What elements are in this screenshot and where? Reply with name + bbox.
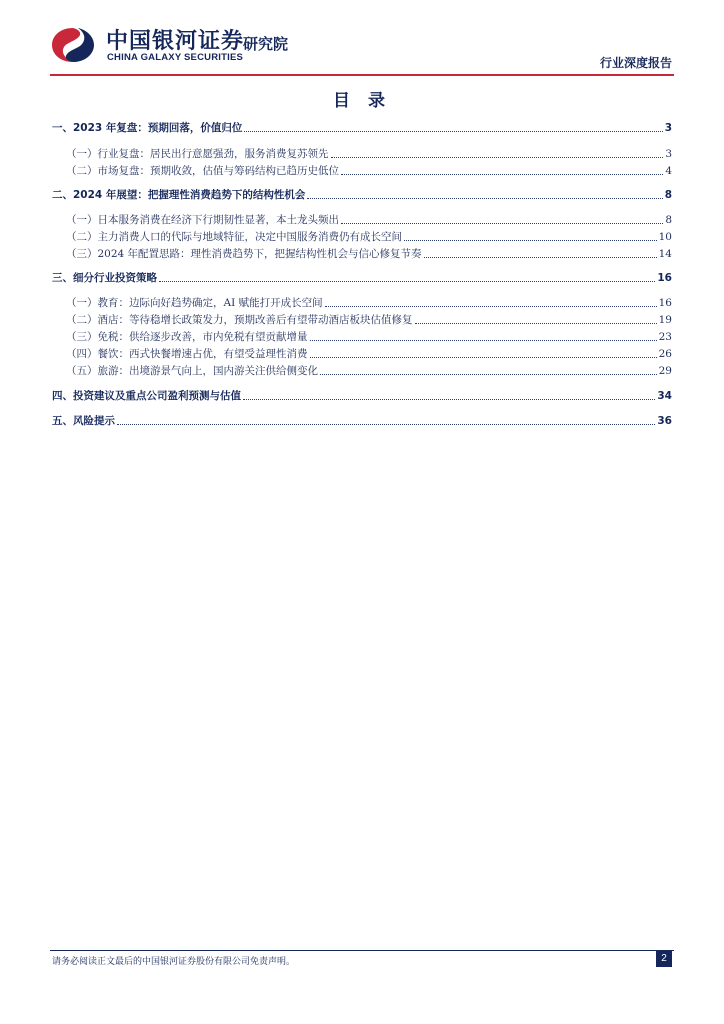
toc-entry-page: 29 xyxy=(658,365,672,377)
toc-entry[interactable] xyxy=(52,120,672,136)
toc-dot-leader xyxy=(310,357,657,358)
toc-entry[interactable] xyxy=(52,346,672,362)
toc-entry-page: 3 xyxy=(664,122,672,134)
toc-entry[interactable] xyxy=(52,212,672,228)
toc-entry-title: 三、细分行业投资策略 xyxy=(52,272,157,284)
toc-entry-title: （三）免税：供给逐步改善，市内免税有望贡献增量 xyxy=(66,331,308,343)
footer-divider xyxy=(50,950,674,951)
toc-entry-title: （四）餐饮：西式快餐增速占优，有望受益理性消费 xyxy=(66,348,308,360)
toc-entry[interactable] xyxy=(52,229,672,245)
toc-entry-title: 一、2023 年复盘：预期回落，价值归位 xyxy=(52,122,243,134)
toc-dot-leader xyxy=(244,131,662,132)
toc-entry[interactable] xyxy=(52,388,672,404)
brand-name-en: CHINA GALAXY SECURITIES xyxy=(107,52,244,63)
toc-dot-leader xyxy=(415,323,657,324)
toc-entry[interactable] xyxy=(52,146,672,162)
toc-entry-page: 23 xyxy=(658,331,672,343)
toc-entry-page: 8 xyxy=(665,214,672,226)
toc-entry[interactable] xyxy=(52,163,672,179)
toc-entry[interactable] xyxy=(52,270,672,286)
toc-entry-page: 16 xyxy=(658,297,672,309)
toc-dot-leader xyxy=(341,174,663,175)
page-title: 目 录 xyxy=(333,91,391,111)
toc-dot-leader xyxy=(243,399,655,400)
toc-entry-page: 19 xyxy=(658,314,672,326)
toc-dot-leader xyxy=(307,198,662,199)
toc-entry-page: 16 xyxy=(657,272,672,284)
page-number: 2 xyxy=(656,950,672,967)
report-type-label: 行业深度报告 xyxy=(599,56,672,70)
toc-entry-page: 26 xyxy=(658,348,672,360)
toc-dot-leader xyxy=(424,257,657,258)
toc-entry-title: 四、投资建议及重点公司盈利预测与估值 xyxy=(52,390,241,402)
toc-entry[interactable] xyxy=(52,363,672,379)
toc-entry-page: 8 xyxy=(664,189,672,201)
toc-entry-page: 36 xyxy=(657,415,672,427)
toc-entry[interactable] xyxy=(52,329,672,345)
toc-entry-page: 3 xyxy=(665,148,672,160)
institute-label: 研究院 xyxy=(243,35,289,53)
brand-name-cn: 中国银河证券 xyxy=(106,29,245,54)
toc-entry-title: 五、风险提示 xyxy=(52,415,115,427)
toc-entry-page: 4 xyxy=(665,165,672,177)
toc-dot-leader xyxy=(341,223,663,224)
toc-dot-leader xyxy=(325,306,657,307)
toc-entry-title: （一）教育：边际向好趋势确定，AI 赋能打开成长空间 xyxy=(66,297,323,309)
toc-entry-page: 10 xyxy=(658,231,672,243)
toc-entry-title: （一）行业复盘：居民出行意愿强劲，服务消费复苏领先 xyxy=(66,148,329,160)
toc-entry-page: 34 xyxy=(657,390,672,402)
toc-entry[interactable] xyxy=(52,246,672,262)
header-divider xyxy=(50,74,674,76)
footer-disclaimer: 请务必阅读正文最后的中国银河证券股份有限公司免责声明。 xyxy=(52,957,296,967)
toc-dot-leader xyxy=(331,157,664,158)
toc-dot-leader xyxy=(159,281,655,282)
toc-entry-page: 14 xyxy=(658,248,672,260)
toc-entry-title: （二）主力消费人口的代际与地域特征，决定中国服务消费仍有成长空间 xyxy=(66,231,402,243)
toc-entry[interactable] xyxy=(52,295,672,311)
toc-entry-title: （五）旅游：出境游景气向上，国内游关注供给侧变化 xyxy=(66,365,318,377)
toc-dot-leader xyxy=(117,424,655,425)
toc-entry[interactable] xyxy=(52,187,672,203)
toc-entry-title: （二）市场复盘：预期收敛，估值与筹码结构已趋历史低位 xyxy=(66,165,339,177)
toc-dot-leader xyxy=(404,240,657,241)
toc-entry-title: （一）日本服务消费在经济下行期韧性显著，本土龙头频出 xyxy=(66,214,339,226)
toc-dot-leader xyxy=(320,374,657,375)
toc-dot-leader xyxy=(310,340,657,341)
galaxy-logo-icon xyxy=(50,25,96,65)
toc-entry[interactable] xyxy=(52,312,672,328)
toc-entry-title: 二、2024 年展望：把握理性消费趋势下的结构性机会 xyxy=(52,189,306,201)
toc-entry-title: （二）酒店：等待稳增长政策发力，预期改善后有望带动酒店板块估值修复 xyxy=(66,314,413,326)
toc-entry[interactable] xyxy=(52,413,672,429)
toc-entry-title: （三）2024 年配置思路：理性消费趋势下，把握结构性机会与信心修复节奏 xyxy=(66,248,422,260)
